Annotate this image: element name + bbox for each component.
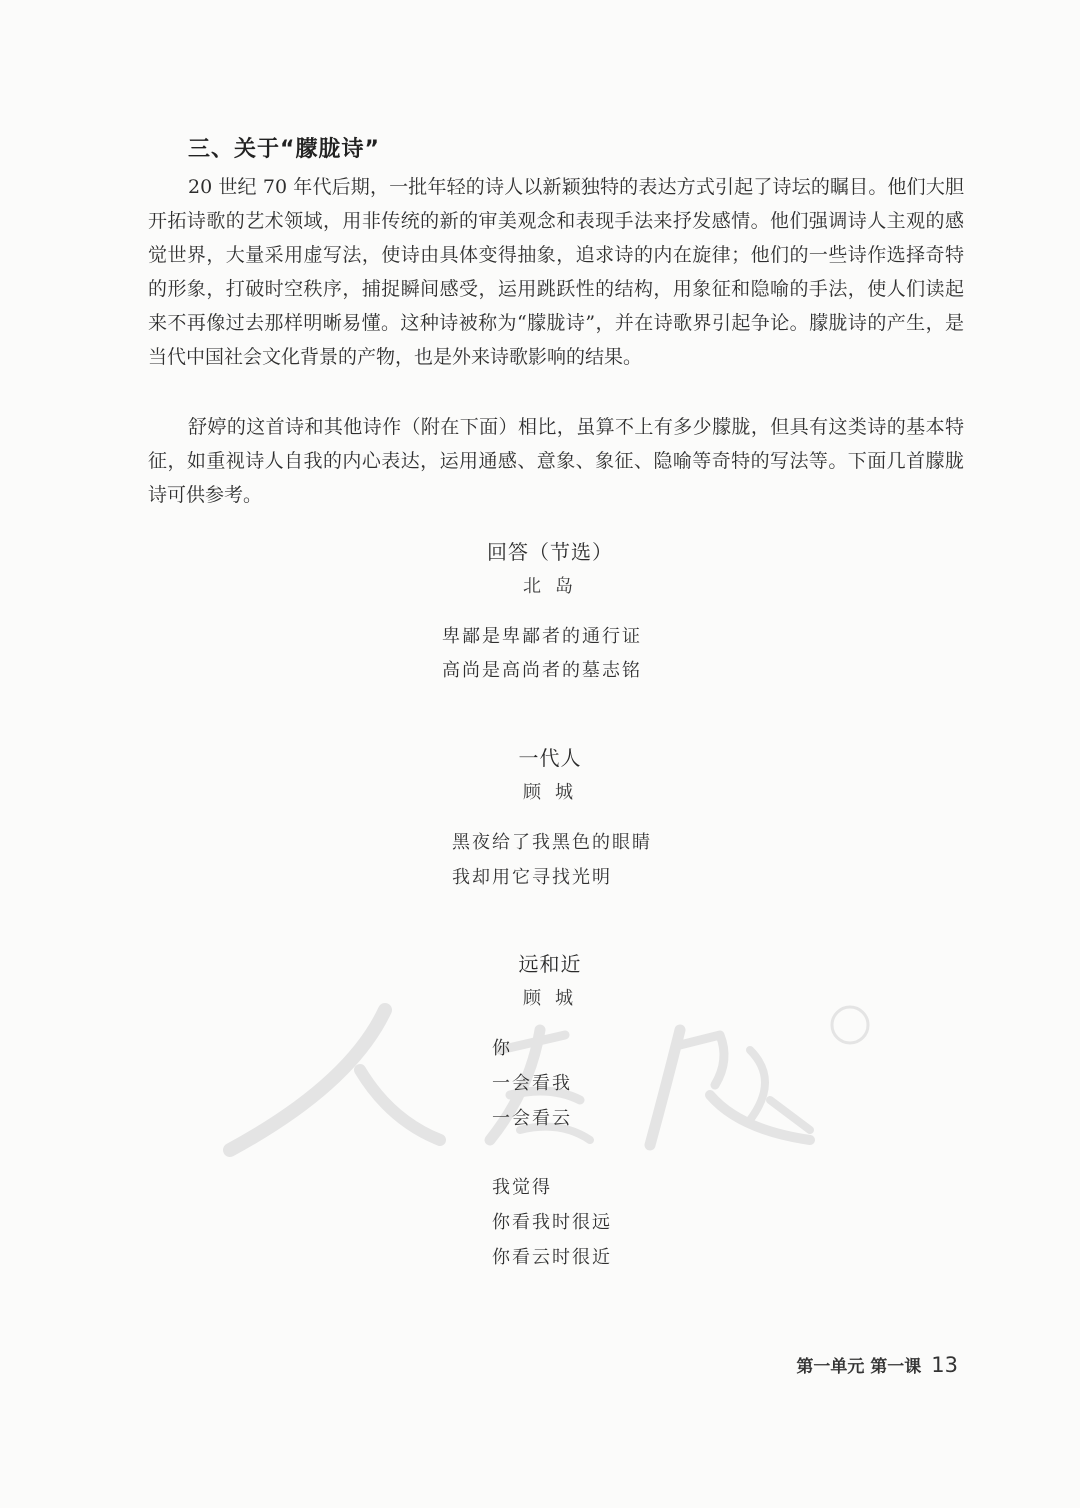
unit-lesson-label: 第一单元 第一课 [796,1357,922,1377]
poem-author: 北岛 [523,576,587,597]
paragraph-comparison: 舒婷的这首诗和其他诗作（附在下面）相比，虽算不上有多少朦胧，但具有这类诗的基本特征，如重视诗人自我的内心表达，运用通感、意象、象征、隐喻等奇特的写法等。下面几首朦胧诗可供参考。 [148,416,964,506]
poem-line: 一会看我 [492,1073,572,1094]
poem-author: 顾城 [523,988,587,1009]
poem-title: 远和近 [518,952,582,976]
poem-title: 一代人 [518,746,582,770]
poem-line: 高尚是高尚者的墓志铭 [442,660,642,681]
poem-title: 回答（节选） [487,540,613,564]
poem-line: 你看我时很远 [492,1212,612,1233]
poem-line: 你看云时很近 [492,1247,612,1268]
poem-line: 我觉得 [492,1177,552,1198]
poem-line: 黑夜给了我黑色的眼睛 [452,832,652,853]
page-number: 13 [931,1353,958,1377]
poem-line: 我却用它寻找光明 [452,867,612,888]
poem-line: 一会看云 [492,1108,572,1129]
poem-line: 你 [492,1038,512,1059]
paragraph-intro: 20 世纪 70 年代后期，一批年轻的诗人以新颖独特的表达方式引起了诗坛的瞩目。他们大胆开拓诗歌的艺术领域，用非传统的新的审美观念和表现手法来抒发感情。他们强调诗人主观的感觉世界，大量采用虚写法，使诗由具体变得抽象，追求诗的内在旋律；他们的一些诗作选择奇特的形象，打破时空秩序，捕捉瞬间感受，运用跳跃性的结构，用象征和隐喻的手法，使人们读起来不再像过去那样明晰易懂。这种诗被称为“朦胧诗”，并在诗歌界引起争论。朦胧诗的产生，是当代中国社会文化背景的产物，也是外来诗歌影响的结果。 [148,176,964,368]
poem-author: 顾城 [523,782,587,803]
poem-line: 卑鄙是卑鄙者的通行证 [442,626,642,647]
page-footer [796,1352,958,1377]
section-title: 三、关于“朦胧诗” [188,137,380,162]
